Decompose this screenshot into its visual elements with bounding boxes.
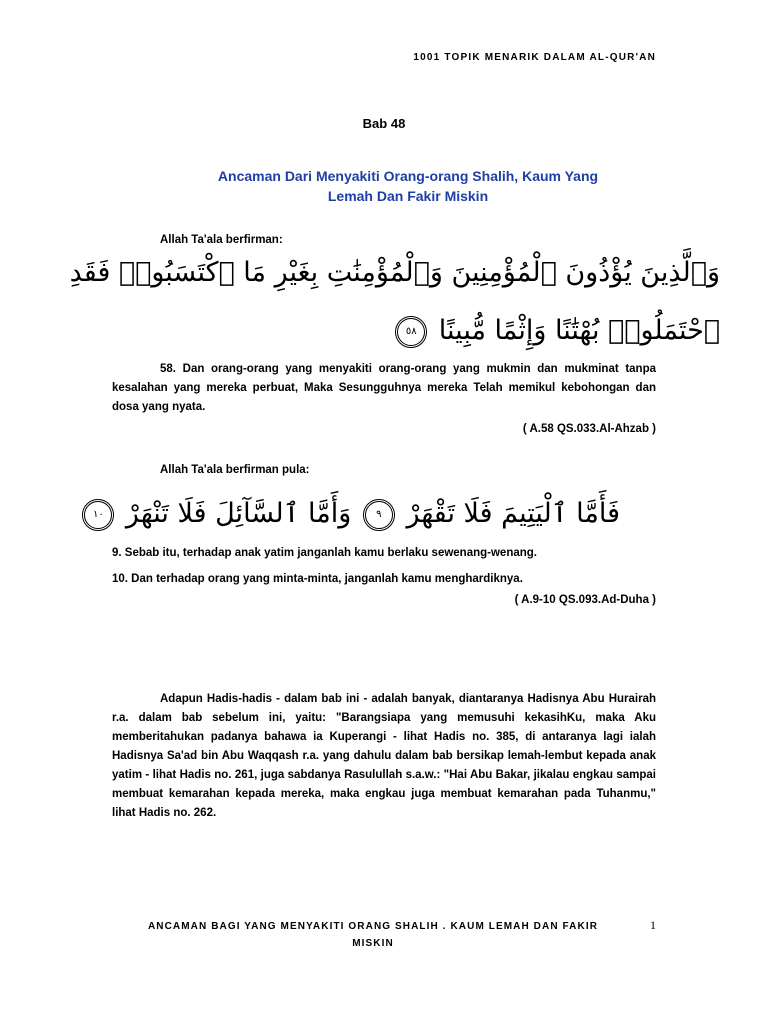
section2-translation-9: 9. Sebab itu, terhadap anak yatim janganlah kamu berlaku sewenang-wenang. — [112, 547, 537, 559]
chapter-title-line2: Lemah Dan Fakir Miskin — [327, 188, 489, 204]
section2-arabic-part1: فَأَمَّا ٱلْيَتِيمَ فَلَا تَقْهَرْ — [406, 498, 620, 529]
section2-intro: Allah Ta'ala berfirman pula: — [160, 464, 310, 476]
footer-line2: MISKIN — [352, 938, 394, 949]
section1-intro: Allah Ta'ala berfirman: — [160, 234, 283, 246]
chapter-title-line1: Ancaman Dari Menyakiti Orang-orang Shalih, Kaum Yang — [217, 168, 599, 184]
section2-translation-10: 10. Dan terhadap orang yang minta-minta, janganlah kamu menghardiknya. — [112, 573, 523, 585]
section1-arabic-line1: وَٱلَّذِينَ يُؤْذُونَ ٱلْمُؤْمِنِينَ وَٱلْمُؤْمِنَٰتِ بِغَيْرِ مَا ٱكْتَسَبُوا۟ فَقَدِ — [69, 257, 720, 288]
section1-translation: 58. Dan orang-orang yang menyakiti orang-orang yang mukmin dan mukminat tanpa kesalahan yang mereka perbuat, Maka Sesungguhnya mereka Telah memikul kebohongan dan dosa yang nyata. — [112, 363, 656, 413]
ayah-number-marker: ٩ — [363, 499, 395, 531]
running-header: 1001 TOPIK MENARIK DALAM AL-QUR'AN — [413, 52, 656, 63]
footer-line1: ANCAMAN BAGI YANG MENYAKITI ORANG SHALIH . KAUM LEMAH DAN FAKIR — [147, 921, 599, 932]
section1-arabic-line2-text: ٱحْتَمَلُوا۟ بُهْتَٰنًا وَإِثْمًا مُّبِينًا — [438, 315, 720, 346]
chapter-title — [160, 166, 656, 206]
running-footer — [128, 918, 618, 952]
section2-arabic-part2: وَأَمَّا ٱلسَّآئِلَ فَلَا تَنْهَرْ — [125, 498, 352, 529]
section1-reference: ( A.58 QS.033.Al-Ahzab ) — [522, 423, 656, 435]
chapter-number: Bab 48 — [362, 116, 406, 131]
ayah-number-marker: ٥٨ — [395, 316, 427, 348]
section1-arabic-line2 — [60, 311, 720, 351]
page-number: 1 — [650, 918, 656, 932]
section2-arabic — [92, 494, 620, 534]
section2-reference: ( A.9-10 QS.093.Ad-Duha ) — [514, 594, 656, 606]
hadith-paragraph: Adapun Hadis-hadis - dalam bab ini - adalah banyak, diantaranya Hadisnya Abu Hurairah r.a. dalam bab sebelum ini, yaitu: "Barangsiapa yang memusuhi kekasihKu, maka Aku memberitahukan padanya bahawa ia Kuperangi - lihat Hadis no. 385, di antaranya lagi ialah Hadisnya Sa'ad bin Abu Waqqash r.a. yang dahulu dalam bab bersikap lemah-lembut kepada anak yatim - lihat Hadis no. 261, juga sabdanya Rasulullah s.a.w.: "Hai Abu Bakar, jikalau engkau sampai membuat kemarahan kepada mereka, maka engkau juga membuat kemarahan pada Tuhanmu," lihat Hadis no. 262. — [112, 693, 656, 819]
ayah-number-marker: ١٠ — [82, 499, 114, 531]
